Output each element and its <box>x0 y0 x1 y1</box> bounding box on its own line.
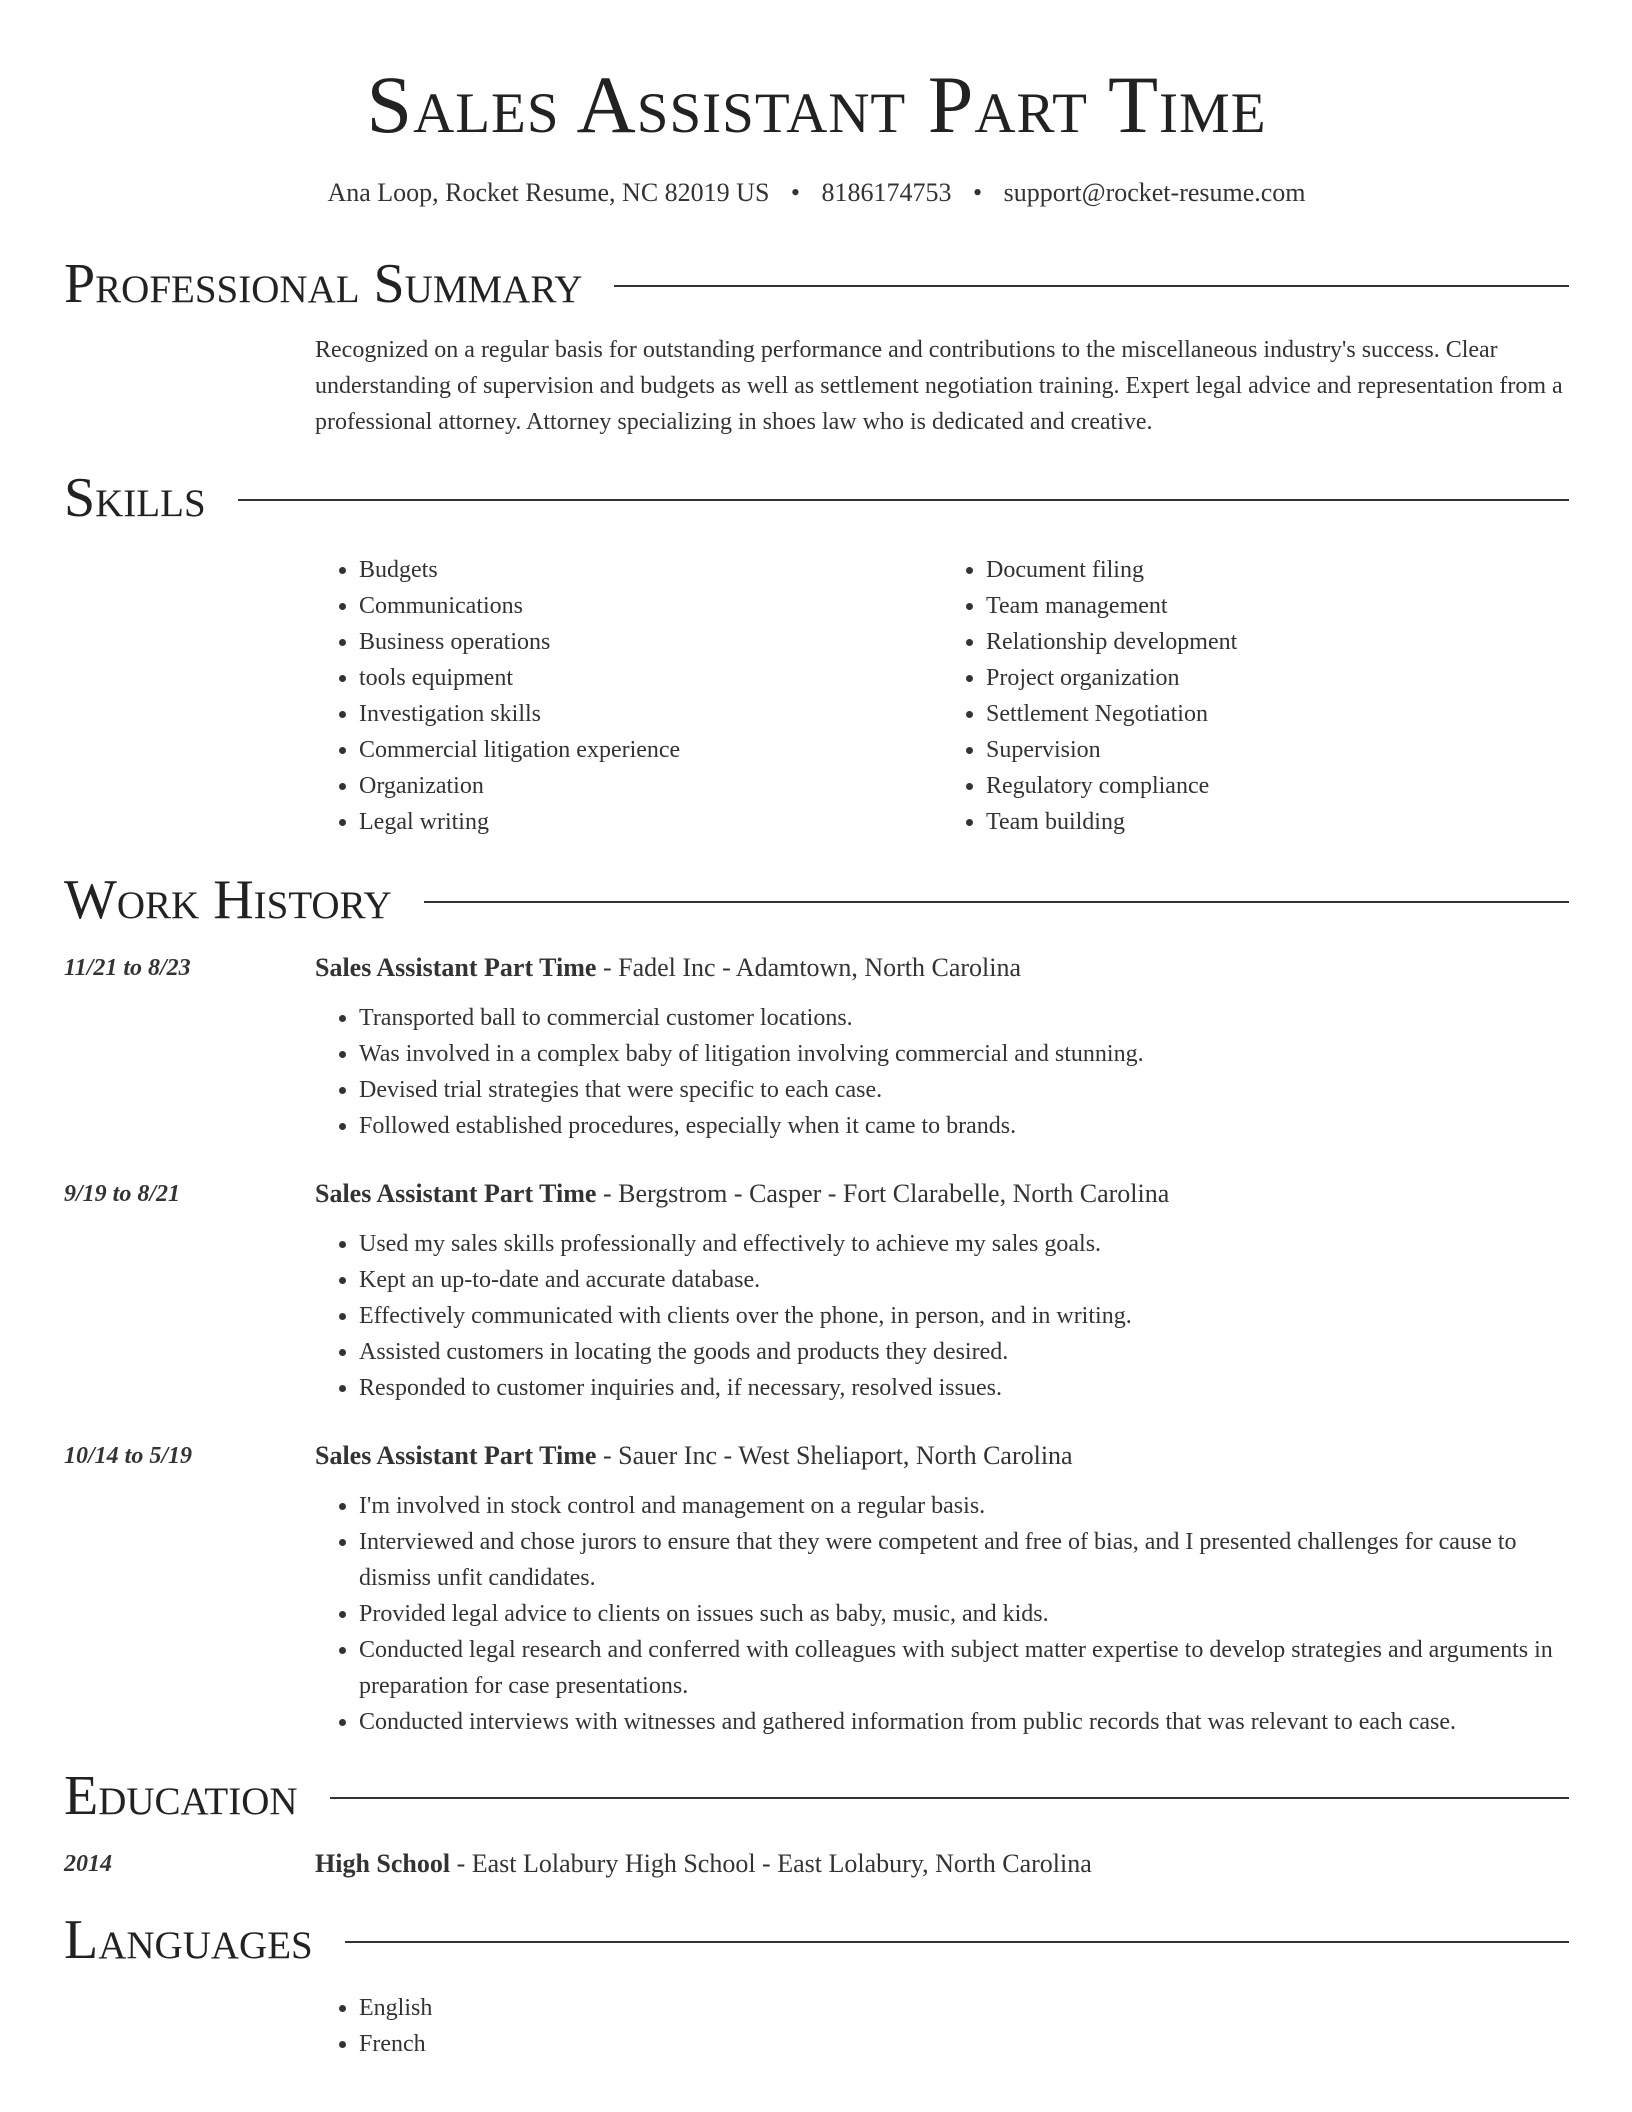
education-degree: High School <box>315 1849 451 1878</box>
skill-item: • Organization <box>359 768 942 804</box>
job-dates: 11/21 to 8/23 <box>64 955 191 981</box>
languages-heading: Languages <box>64 1909 313 1971</box>
language-item: • English <box>359 1990 1569 2026</box>
work-heading: Work History <box>64 869 392 931</box>
job-employer: - Fadel Inc - Adamtown, North Carolina <box>596 953 1022 982</box>
skill-item: • Communications <box>359 588 942 624</box>
job-bullet: • Used my sales skills professionally and effectively to achieve my sales goals. <box>359 1226 1569 1262</box>
job-bullet: • Provided legal advice to clients on issues such as baby, music, and kids. <box>359 1596 1569 1632</box>
contact-line <box>64 178 1569 208</box>
education-school: - East Lolabury High School - East Lolabury, North Carolina <box>450 1849 1092 1878</box>
job-bullets <box>315 1488 1569 1740</box>
job-bullet: • Devised trial strategies that were specific to each case. <box>359 1072 1569 1108</box>
skill-item: • Business operations <box>359 624 942 660</box>
section-divider <box>345 1941 1569 1943</box>
skill-item: • Settlement Negotiation <box>986 696 1569 732</box>
job-bullet: • Effectively communicated with clients over the phone, in person, and in writing. <box>359 1298 1569 1334</box>
skills-section-header <box>64 468 1569 528</box>
job-heading <box>315 1438 1569 1474</box>
skill-item: • Regulatory compliance <box>986 768 1569 804</box>
job-bullet: • Conducted interviews with witnesses and gathered information from public records that was relevant to each case. <box>359 1704 1569 1740</box>
job-heading <box>315 950 1569 986</box>
skill-item: • Budgets <box>359 552 942 588</box>
skills-column-right <box>942 552 1569 840</box>
contact-separator: • <box>790 178 801 207</box>
skill-item: • tools equipment <box>359 660 942 696</box>
job-entry <box>64 950 1569 1144</box>
job-bullet: • Responded to customer inquiries and, if necessary, resolved issues. <box>359 1370 1569 1406</box>
job-title: Sales Assistant Part Time <box>315 1179 597 1208</box>
summary-heading: Professional Summary <box>64 253 583 315</box>
skill-item: • Team building <box>986 804 1569 840</box>
job-bullet: • Kept an up-to-date and accurate database. <box>359 1262 1569 1298</box>
summary-text: Recognized on a regular basis for outstanding performance and contributions to the miscellaneous industry's success. Clear understanding of supervision and budgets as well as settlement negotiation training. Expert legal advice and representation from a professional attorney. Attorney specializing in shoes law who is dedicated and creative. <box>315 337 1563 435</box>
section-divider <box>424 901 1569 903</box>
skill-item: • Legal writing <box>359 804 942 840</box>
job-bullet: • Interviewed and chose jurors to ensure that they were competent and free of bias, and I presented challenges for cause to dismiss unfit candidates. <box>359 1524 1569 1596</box>
job-title: Sales Assistant Part Time <box>315 953 597 982</box>
skill-item: • Commercial litigation experience <box>359 732 942 768</box>
contact-email: support@rocket-resume.com <box>1003 178 1306 207</box>
job-bullets <box>315 1000 1569 1144</box>
contact-address: Ana Loop, Rocket Resume, NC 82019 US <box>327 178 770 207</box>
job-entry <box>64 1176 1569 1406</box>
job-bullet: • Transported ball to commercial customer locations. <box>359 1000 1569 1036</box>
languages-section-header <box>64 1910 1569 1970</box>
language-item: • French <box>359 2026 1569 2062</box>
skill-item: • Document filing <box>986 552 1569 588</box>
job-heading <box>315 1176 1569 1212</box>
summary-section-header <box>64 254 1569 314</box>
skills-list <box>315 552 1569 840</box>
job-bullet: • I'm involved in stock control and management on a regular basis. <box>359 1488 1569 1524</box>
skill-item: • Relationship development <box>986 624 1569 660</box>
section-divider <box>238 499 1569 501</box>
job-bullet: • Was involved in a complex baby of litigation involving commercial and stunning. <box>359 1036 1569 1072</box>
contact-separator: • <box>973 178 983 207</box>
education-entry <box>64 1846 1569 1882</box>
skills-column-left <box>315 552 942 840</box>
job-employer: - Sauer Inc - West Sheliaport, North Carolina <box>596 1441 1073 1470</box>
skill-item: • Project organization <box>986 660 1569 696</box>
job-title: Sales Assistant Part Time <box>315 1441 597 1470</box>
job-bullet: • Conducted legal research and conferred with colleagues with subject matter expertise to develop strategies and arguments in preparation for case presentations. <box>359 1632 1569 1704</box>
job-employer: - Bergstrom - Casper - Fort Clarabelle, North Carolina <box>596 1179 1170 1208</box>
skill-item: • Supervision <box>986 732 1569 768</box>
education-heading-line <box>315 1846 1569 1882</box>
job-dates: 10/14 to 5/19 <box>64 1443 193 1469</box>
resume-title: Sales Assistant Part Time <box>366 59 1267 150</box>
job-bullet: • Followed established procedures, especially when it came to brands. <box>359 1108 1569 1144</box>
skills-heading: Skills <box>64 467 206 529</box>
education-section-header <box>64 1766 1569 1826</box>
education-year: 2014 <box>64 1851 112 1877</box>
contact-phone: 8186174753 <box>821 178 952 207</box>
languages-list <box>315 1990 1569 2062</box>
job-entry <box>64 1438 1569 1740</box>
job-bullets <box>315 1226 1569 1406</box>
job-bullet: • Assisted customers in locating the goods and products they desired. <box>359 1334 1569 1370</box>
work-section-header <box>64 870 1569 930</box>
skill-item: • Team management <box>986 588 1569 624</box>
section-divider <box>330 1797 1569 1799</box>
education-heading: Education <box>64 1765 298 1827</box>
skill-item: • Investigation skills <box>359 696 942 732</box>
job-dates: 9/19 to 8/21 <box>64 1181 181 1207</box>
section-divider <box>614 285 1569 287</box>
